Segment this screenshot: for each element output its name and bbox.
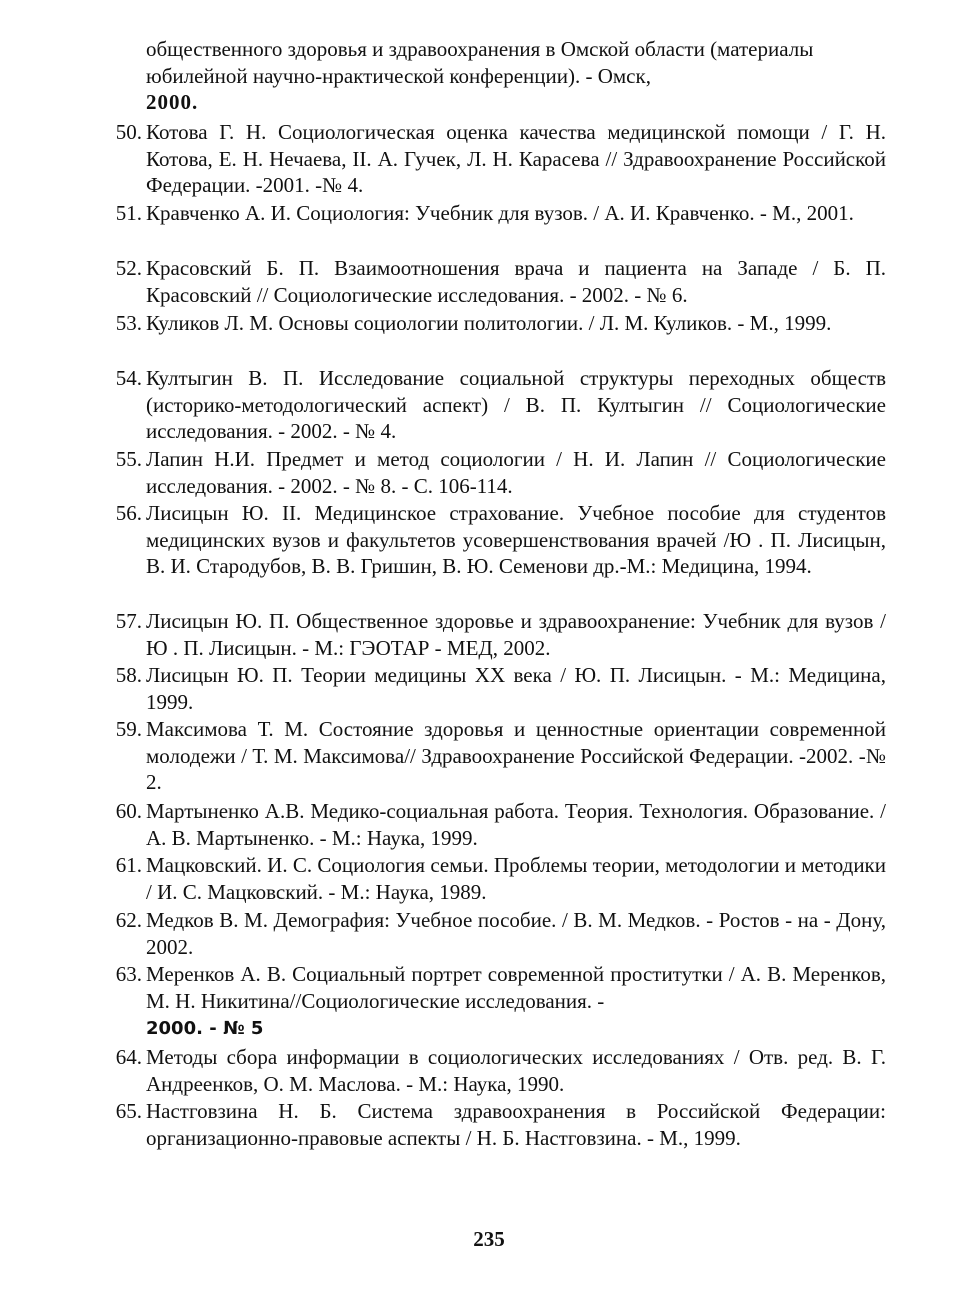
- reference-entry: [96, 310, 886, 337]
- reference-entry: [96, 200, 886, 227]
- reference-text: общественного здоровья и здравоохранения в Омской области (материалы юбилейной научно-нрактической конференции). - Омск,: [146, 37, 814, 88]
- reference-entry: [96, 446, 886, 499]
- reference-number: 52.: [115, 256, 142, 280]
- reference-entry: [96, 119, 886, 199]
- reference-entry: [96, 852, 886, 905]
- reference-entry: [96, 716, 886, 796]
- reference-text: Настговзина Н. Б. Система здравоохранения в Российской Федерации: организационно-правовые аспекты / Н. Б. Настговзина. - М., 1999.: [146, 1099, 886, 1150]
- reference-entry: [96, 608, 886, 661]
- reference-year: 2000.: [146, 90, 199, 114]
- reference-text: Куликов Л. М. Основы социологии политологии. / Л. М. Куликов. - М., 1999.: [146, 311, 832, 335]
- reference-number: 65.: [115, 1099, 142, 1123]
- reference-text: Лисицын Ю. П. Теории медицины XX века / Ю. П. Лисицын. - М.: Медицина, 1999.: [146, 663, 886, 714]
- reference-text: Меренков А. В. Социальный портрет современной проститутки / А. В. Меренков, М. Н. Никитина//Социологические исследования. -: [146, 962, 886, 1013]
- page-number: 235: [473, 1227, 505, 1251]
- reference-number: 64.: [115, 1045, 142, 1069]
- reference-entry: [96, 798, 886, 851]
- reference-entry: [96, 500, 886, 580]
- reference-text: Медков В. М. Демография: Учебное пособие. / В. М. Медков. - Ростов - на - Дону, 2002.: [146, 908, 886, 959]
- reference-entry: [96, 907, 886, 960]
- reference-number: 61.: [115, 853, 142, 877]
- reference-entry: [96, 365, 886, 445]
- reference-text: Красовский Б. П. Взаимоотношения врача и пациента на Западе / Б. П. Красовский // Социологические исследования. - 2002. - № 6.: [146, 256, 886, 307]
- reference-number: 60.: [115, 799, 142, 823]
- reference-entry: [96, 255, 886, 308]
- reference-number: 51.: [115, 201, 142, 225]
- reference-text: Котова Г. Н. Социологическая оценка качества медицинской помощи / Г. Н. Котова, Е. Н. Нечаева, II. А. Гучек, Л. Н. Карасева // Здравоохранение Российской Федерации. -2001. -№ 4.: [146, 120, 886, 197]
- reference-text: Култыгин В. П. Исследование социальной структуры переходных обществ (историко-методологический аспект) / В. П. Култыгин // Социологические исследования. - 2002. - № 4.: [146, 366, 886, 443]
- reference-text: Лисицын Ю. II. Медицинское страхование. Учебное пособие для студентов медицинских вузов и факультетов усовершенствования врачей /Ю . П. Лисицын, В. И. Стародубов, В. В. Гришин, В. Ю. Семенови др.-М.: Медицина, 1994.: [146, 501, 886, 578]
- reference-continuation: [146, 36, 886, 116]
- reference-year: 2000. - № 5: [146, 1018, 264, 1039]
- reference-number: 55.: [115, 447, 142, 471]
- reference-number: 54.: [115, 366, 142, 390]
- reference-text: Мацковский. И. С. Социология семьи. Проблемы теории, методологии и методики / И. С. Мацковский. - М.: Наука, 1989.: [146, 853, 886, 904]
- reference-entry: [96, 662, 886, 715]
- reference-number: 58.: [115, 663, 142, 687]
- reference-number: 59.: [115, 717, 142, 741]
- reference-text: Лисицын Ю. П. Общественное здоровье и здравоохранение: Учебник для вузов /Ю . П. Лисицын. - М.: ГЭОТАР - МЕД, 2002.: [146, 609, 886, 660]
- reference-entry: [96, 961, 886, 1043]
- reference-number: 56.: [115, 501, 142, 525]
- reference-text: Максимова Т. М. Состояние здоровья и ценностные ориентации современной молодежи / Т. М. Максимова// Здравоохранение Российской Федерации. -2002. -№ 2.: [146, 717, 886, 794]
- reference-entry: [96, 1044, 886, 1097]
- reference-number: 62.: [115, 908, 142, 932]
- reference-text: Методы сбора информации в социологических исследованиях / Отв. ред. В. Г. Андреенков, О. М. Маслова. - М.: Наука, 1990.: [146, 1045, 886, 1096]
- reference-entry: [96, 1098, 886, 1151]
- reference-text: Кравченко А. И. Социология: Учебник для вузов. / А. И. Кравченко. - М., 2001.: [146, 201, 854, 225]
- reference-number: 63.: [115, 962, 142, 986]
- reference-text: Мартыненко А.В. Медико-социальная работа. Теория. Технология. Образование. / А. В. Мартыненко. - М.: Наука, 1999.: [146, 799, 886, 850]
- reference-text: Лапин Н.И. Предмет и метод социологии / Н. И. Лапин // Социологические исследования. - 2002. - № 8. - С. 106-114.: [146, 447, 886, 498]
- reference-number: 57.: [115, 609, 142, 633]
- reference-number: 53.: [115, 311, 142, 335]
- reference-number: 50.: [115, 120, 142, 144]
